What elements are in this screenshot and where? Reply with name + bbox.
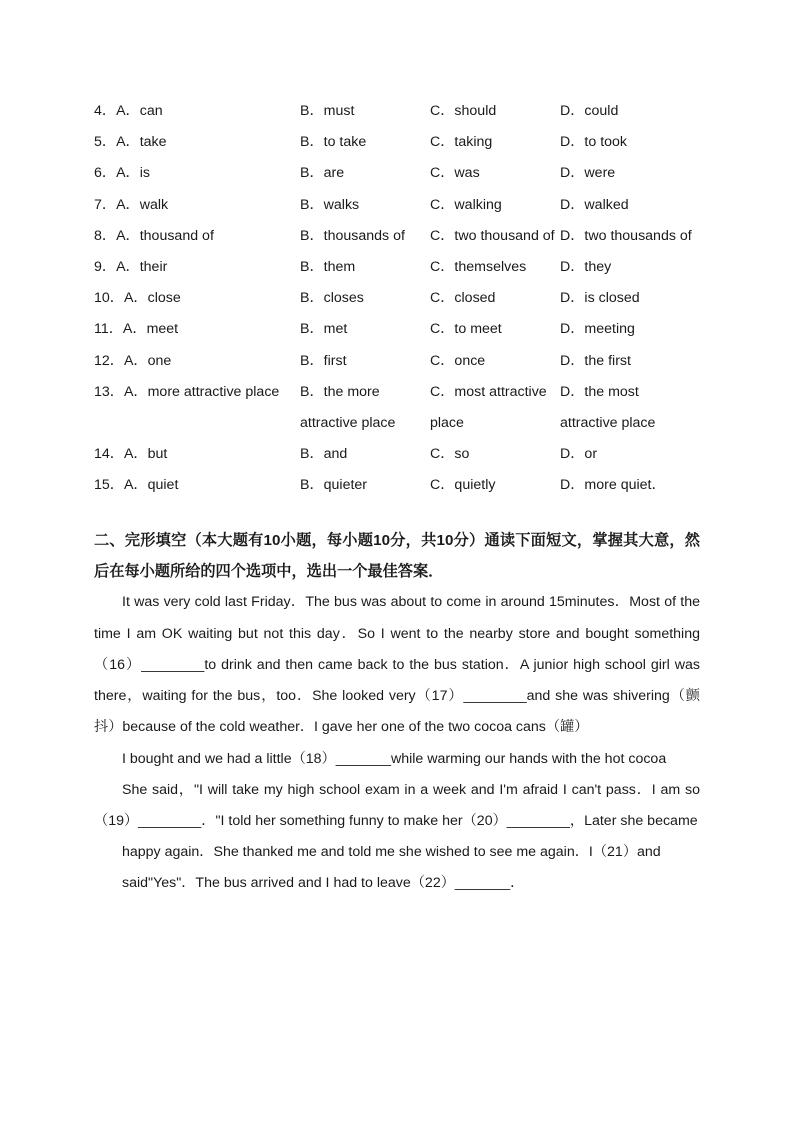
question-row-5 [94,127,700,158]
option-c: C．was [430,165,480,182]
question-row-14 [94,439,700,470]
option-d: D．meeting [560,321,635,338]
option-b: B．met [300,321,348,338]
question-row-13 [94,377,700,439]
section-2-title: 二、完形填空（本大题有10小题，每小题10分，共10分）通读下面短文，掌握其大意，然后在每小题所给的四个选项中，选出一个最佳答案． [94,532,700,581]
option-c: C．most attractive place [430,383,547,431]
option-a: 6．A．is [94,165,150,182]
option-a: 9．A．their [94,258,168,275]
passage-paragraph-2: I bought and we had a little（18）_______while warming our hands with the hot cocoa [122,750,667,767]
option-d: D．could [560,103,619,119]
option-a: 11．A．meet [94,321,179,338]
option-d: D．the most attractive place [560,383,656,431]
document-page [94,96,700,900]
option-b: B．thousands of [300,227,405,244]
option-c: C．walking [430,196,502,213]
option-b: B．and [300,446,348,463]
option-b: B．closes [300,290,364,307]
mc-options-group-b [94,252,700,377]
option-b: B．them [300,258,356,275]
option-b: B．must [300,103,355,119]
option-a: 12．A．one [94,352,172,369]
option-b: B．walks [300,196,360,213]
option-d: D．two thousands of [560,227,692,244]
option-d: D．the first [560,352,631,369]
question-row-8 [94,221,700,252]
option-a: 7．A．walk [94,196,169,213]
option-b: B．are [300,165,345,182]
option-a: 5．A．take [94,134,167,151]
passage-paragraph-4: happy again．She thanked me and told me she wished to see me again．I（21）and [122,844,661,861]
option-a: 8．A．thousand of [94,227,214,244]
option-c: C．once [430,352,486,369]
option-d: D．were [560,165,616,182]
question-row-15 [94,470,700,501]
option-a: 14．A．but [94,446,168,463]
option-a: 15．A．quiet [94,477,179,494]
question-row-11 [94,314,700,345]
question-row-9 [94,252,700,283]
option-b: B．the more attractive place [300,383,396,431]
option-a: 10．A．close [94,290,181,307]
option-d: D．to took [560,134,628,151]
option-b: B．to take [300,134,367,151]
question-row-10 [94,283,700,314]
option-c: C．should [430,103,497,119]
mc-options-group-c [94,439,700,501]
option-a: 13．A．more attractive place [94,383,280,400]
cloze-passage [94,587,700,899]
question-row-6 [94,158,700,189]
option-a: 4．A．can [94,103,163,119]
option-d: D．they [560,258,612,275]
option-c: C．two thousand of [430,227,555,244]
passage-paragraph-5: said"Yes"．The bus arrived and I had to leave（22）_______． [122,875,525,892]
option-c: C．so [430,446,470,463]
option-c: C．taking [430,134,493,151]
option-b: B．quieter [300,477,368,494]
passage-paragraph-1: It was very cold last Friday．The bus was about to come in around 15minutes．Most of the time I am OK waiting but not this day．So I went to the nearby store and bought something（16）________to drink and then came back to the bus station．A junior high school girl was there，waiting for the bus，too．She looked very（17）________and she was shivering（颤抖）because of the cold weather．I gave her one of the two cocoa cans（罐） [94,594,700,736]
option-c: C．themselves [430,258,527,275]
option-c: C．quietly [430,477,496,494]
option-d: D．or [560,446,598,463]
option-d: D．walked [560,196,629,213]
option-b: B．first [300,352,347,369]
option-c: C．to meet [430,321,502,338]
question-row-7 [94,190,700,221]
option-c: C．closed [430,290,496,307]
option-d: D．more quiet． [560,477,666,494]
question-row-12 [94,346,700,377]
option-d: D．is closed [560,290,640,307]
passage-paragraph-3: She said，"I will take my high school exam in a week and I'm afraid I can't pass．I am so（19）________．"I told her something funny to make her（20）________，Later she became [94,781,700,829]
mc-options-group-a [94,96,700,221]
question-row-4 [94,96,700,127]
